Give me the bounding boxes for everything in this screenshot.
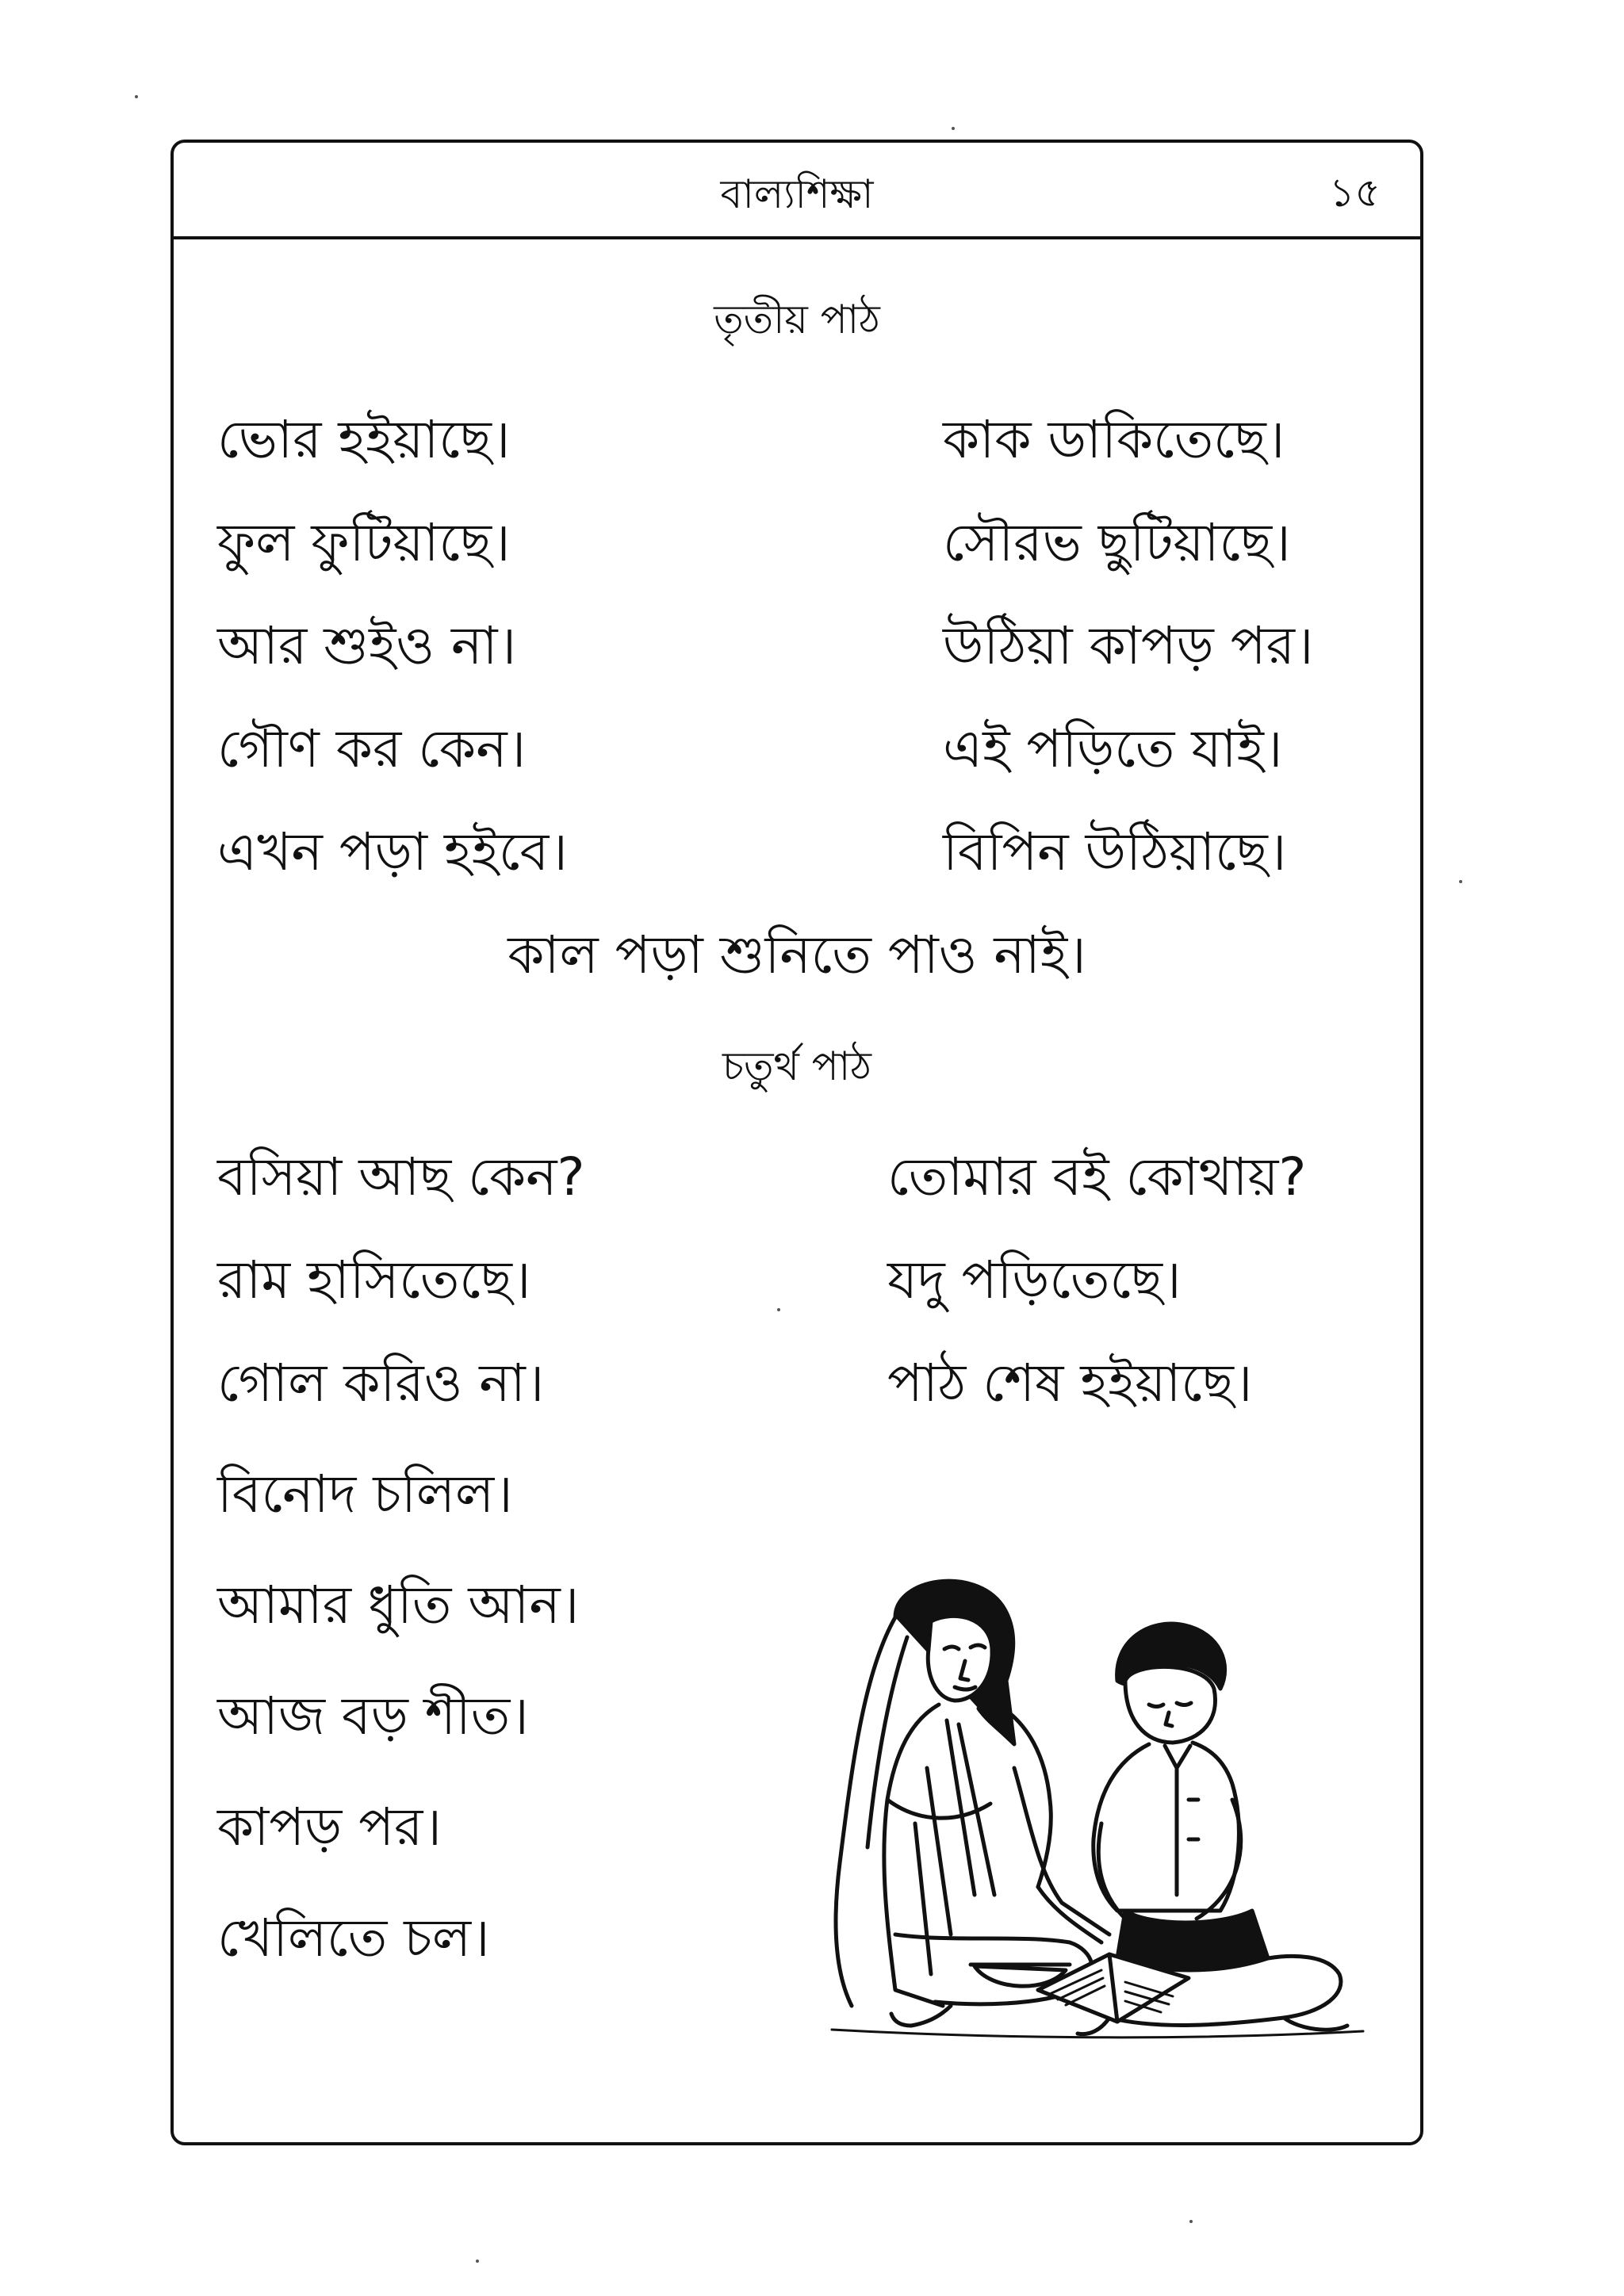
child-shorts [1117,1911,1268,1970]
page-number: ১৫ [1329,170,1381,216]
lesson-3-left-line-4: গৌণ কর কেন। [217,718,527,779]
lesson-3-left-line-2: ফুল ফুটিয়াছে। [217,512,511,573]
lesson-4-left-line-1: বসিয়া আছ কেন? [217,1146,585,1207]
lesson-3-right-line-2: সৌরভ ছুটিয়াছে। [943,512,1291,573]
lesson-4-single-line-4: কাপড় পর। [217,1797,442,1858]
lesson-3-right-line-5: বিপিন উঠিয়াছে। [943,821,1287,882]
print-speck [476,2260,479,2263]
mother-and-child-reading-illustration [776,1562,1379,2053]
lesson-3-left-line-3: আর শুইও না। [217,615,517,676]
lesson-3-right-line-4: এই পড়িতে যাই। [943,718,1283,779]
lesson-4-left-line-2: রাম হাসিতেছে। [217,1249,531,1311]
lesson-4-single-line-2: আমার ধুতি আন। [217,1575,580,1636]
lesson-3-center-line: কাল পড়া শুনিতে পাও নাই। [508,924,1086,985]
lesson-3-right-line-1: কাক ডাকিতেছে। [943,409,1285,470]
running-title: বাল্যশিক্ষা [720,171,874,217]
lesson-3-right-line-3: উঠিয়া কাপড় পর। [943,615,1314,676]
print-speck [135,95,138,98]
lesson-4-heading: চতুর্থ পাঠ [722,1043,871,1089]
child-face [1125,1667,1215,1743]
print-speck [777,1308,780,1311]
header-rule [174,236,1420,239]
lesson-3-left-line-1: ভোর হইয়াছে। [217,409,511,470]
lesson-3-heading: তৃতীয় পাঠ [714,297,880,342]
lesson-4-right-line-1: তোমার বই কোথায়? [887,1146,1307,1207]
print-speck [1459,880,1462,883]
mother-sari [884,1705,943,2006]
page-frame [170,140,1423,2145]
lesson-4-right-line-3: পাঠ শেষ হইয়াছে। [887,1353,1253,1414]
print-speck [1189,2220,1193,2223]
child-shirt [1094,1743,1239,1911]
lesson-4-single-line-3: আজ বড় শীত। [217,1686,529,1747]
lesson-4-single-line-1: বিনোদ চলিল। [217,1464,513,1525]
print-speck [952,127,955,130]
lesson-3-left-line-5: এখন পড়া হইবে। [217,821,568,882]
lesson-4-left-line-3: গোল করিও না। [217,1353,545,1414]
lesson-4-single-line-5: খেলিতে চল। [217,1908,490,1969]
lesson-4-right-line-2: যদু পড়িতেছে। [887,1249,1182,1311]
